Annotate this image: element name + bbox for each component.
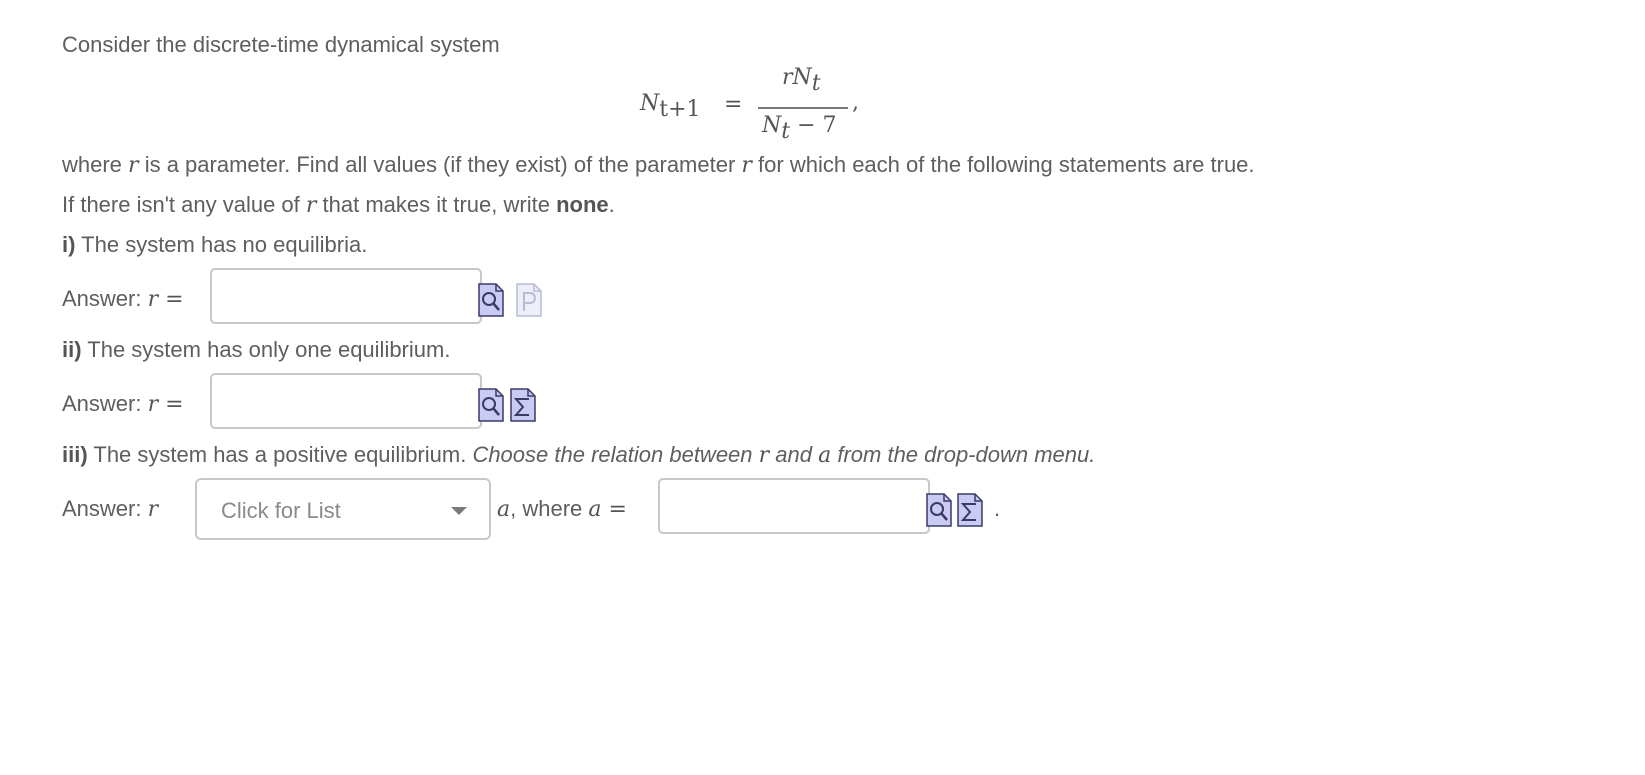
question-1: i) The system has no equilibria.: [62, 232, 368, 257]
chevron-down-icon: [451, 507, 467, 515]
answer-2-label: Answer: r =: [62, 391, 184, 417]
question-3: iii) The system has a positive equilibrium. Choose the relation between r and a from the drop-down menu.: [62, 442, 1096, 468]
answer-3-where-label: a, where a =: [497, 496, 627, 522]
answer-3-input[interactable]: [658, 478, 930, 534]
fraction-bar: [758, 107, 848, 109]
question-2: ii) The system has only one equilibrium.: [62, 337, 451, 362]
sigma-page-icon[interactable]: [510, 388, 536, 422]
answer-2-input[interactable]: [210, 373, 482, 429]
none-instruction: If there isn't any value of r that makes it true, write none.: [62, 192, 615, 218]
answer-3-label: Answer: r: [62, 496, 159, 522]
where-text: where r is a parameter. Find all values (if they exist) of the parameter r for which each of the following statements are true.: [62, 152, 1255, 178]
intro-text: Consider the discrete-time dynamical system: [62, 32, 500, 57]
magnifier-page-icon[interactable]: [478, 388, 504, 422]
magnifier-page-icon[interactable]: [478, 283, 504, 317]
sigma-page-icon[interactable]: [957, 493, 983, 527]
answer-3-period: .: [994, 496, 1001, 521]
faded-p-page-icon: [516, 283, 542, 317]
dropdown-placeholder: Click for List: [221, 498, 341, 523]
answer-1-label: Answer: r =: [62, 286, 184, 312]
relation-dropdown[interactable]: [195, 478, 491, 540]
magnifier-page-icon[interactable]: [926, 493, 952, 527]
answer-1-input[interactable]: [210, 268, 482, 324]
